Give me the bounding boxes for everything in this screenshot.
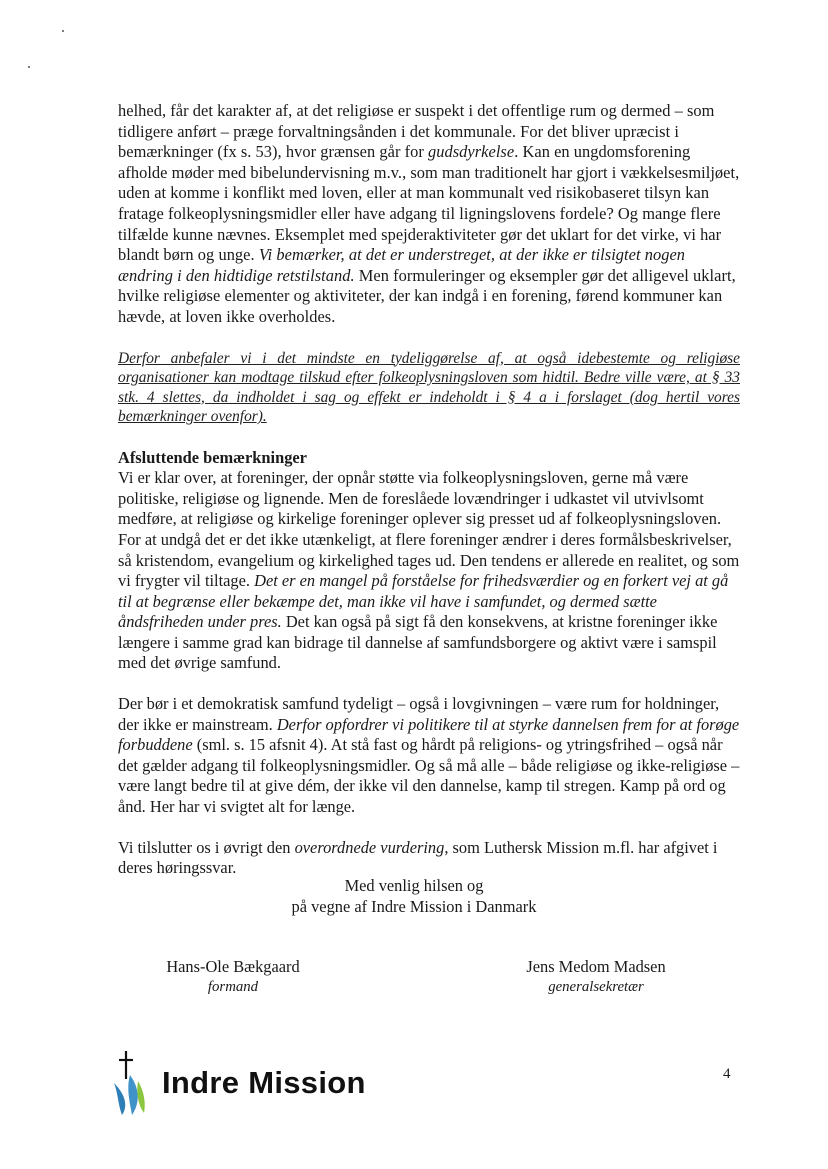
closing-greeting xyxy=(0,875,828,917)
text-run: Der bør i et demokratisk samfund tydeligt – også i lovgivningen – være rum for holdninger, der ikke er mainstream. xyxy=(118,694,720,734)
logo-wordmark: Indre Mission xyxy=(162,1065,366,1100)
page-number: 4 xyxy=(723,1066,731,1082)
signatory-name: Hans-Ole Bækgaard xyxy=(166,957,300,976)
text-run: Men formuleringer og eksempler gør det alligevel uklart, hvilke religiøse elementer og aktiviteter, der kan indgå i en forening, førend kommuner kan hævde, at loven ikke overholdes. xyxy=(118,265,736,326)
text-run: , som Luthersk Mission m.fl. har afgivet i deres høringssvar. xyxy=(118,837,718,878)
text-run: . Kan en ungdomsforening afholde møder med bibelundervisning m.v., som man traditionelt har gjort i vækkelsesmiljøet, uden at komme i konflikt med loven, eller at man kommunalt ved risikobaseret tilsyn kan fratage folkeoplysningsmidler eller have adgang til ligningslovens fordele? Og mange flere tilfælde kunne nævnes. Eksemplet med spejderaktiviteter gør det uklart for det virke, vi har blandt børn og unge. xyxy=(118,142,740,265)
text-run: (sml. s. 15 afsnit 4). At stå fast og hårdt på religions- og ytringsfrihed – også når det gælder adgang til folkeoplysningsmidler. Og så må alle – både religiøse og ikke-religiøse – være langt bedre til at give dém, der ikke vil den dannelse, kamp til stregen. Kamp på ord og ånd. Her har vi svigtet alt for længe. xyxy=(118,735,740,817)
signature-left xyxy=(148,957,318,997)
italic-text-run: Derfor opfordrer vi politikere til at styrke dannelsen frem for at forøge forbuddene xyxy=(118,714,740,755)
signatory-name: Jens Medom Madsen xyxy=(526,957,666,976)
text-run: Det kan også på sigt få den konsekvens, at kristne foreninger ikke længere i samme grad kan bidrage til dannelse af samfundsborgere og aktivt være i samspil med det øvrige samfund. xyxy=(118,612,718,673)
italic-text-run: Det er en mangel på forståelse for frihedsværdier og en forkert vej at gå til at begrænse eller bekæmpe det, man ikke vil have i samfundet, og dermed sætte åndsfriheden under pres. xyxy=(118,571,729,632)
indre-mission-logo xyxy=(110,1048,366,1118)
closing-line-2: på vegne af Indre Mission i Danmark xyxy=(291,897,537,916)
scan-speck xyxy=(28,66,30,68)
cross-flame-logo-icon xyxy=(110,1049,152,1117)
paragraph-4 xyxy=(118,838,740,879)
italic-text-run: gudsdyrkelse xyxy=(428,142,515,162)
paragraph-3 xyxy=(118,694,740,818)
section-heading: Afsluttende bemærkninger xyxy=(118,447,307,467)
signatory-title: formand xyxy=(207,979,259,995)
paragraph-1 xyxy=(118,101,740,328)
letter-body xyxy=(118,101,740,879)
text-run: helhed, får det karakter af, at det religiøse er suspekt i det offentlige rum og dermed – som tidligere anført – præge forvaltningsånden i det kommunale. For det bliver upræcist i bemærkninger (fx s. 53), hvor grænsen går for xyxy=(118,101,715,162)
paragraph-2 xyxy=(118,468,740,674)
signatory-title: generalsekretær xyxy=(548,979,644,995)
closing-line-1: Med venlig hilsen og xyxy=(344,876,484,895)
italic-text-run: Vi bemærker, at det er understreget, at der ikke er tilsigtet nogen ændring i den hidtidige retstilstand. xyxy=(118,245,686,285)
text-run: Vi tilslutter os i øvrigt den xyxy=(118,837,295,857)
recommendation-paragraph: Derfor anbefaler vi i det mindste en tydeliggørelse af, at også idebestemte og religiøse organisationer kan modtage tilskud efter folkeoplysningsloven som hidtil. Bedre ville være, at § 33 stk. 4 slettes, da indholdet i sag og effekt er indeholdt i § 4 a i forslaget (dog hertil vores bemærkninger ovenfor). xyxy=(118,349,740,426)
scan-speck xyxy=(62,30,64,32)
italic-text-run: overordnede vurdering xyxy=(294,837,445,857)
signature-right xyxy=(496,957,696,997)
text-run: Vi er klar over, at foreninger, der opnår støtte via folkeoplysningsloven, gerne må være politiske, religiøse og lignende. Men de foreslåede lovændringer i udkastet vil utvivlsomt medføre, at religiøse og kirkelige foreninger oplever sig presset ud af folkeoplysningsloven. For at undgå det er det ikke utænkeligt, at flere foreninger ændrer i deres formålsbeskrivelser, så kristendom, evangelium og kirkelighed tages ud. Den tendens er allerede en realitet, og som vi frygter vil tiltage. xyxy=(118,468,740,591)
